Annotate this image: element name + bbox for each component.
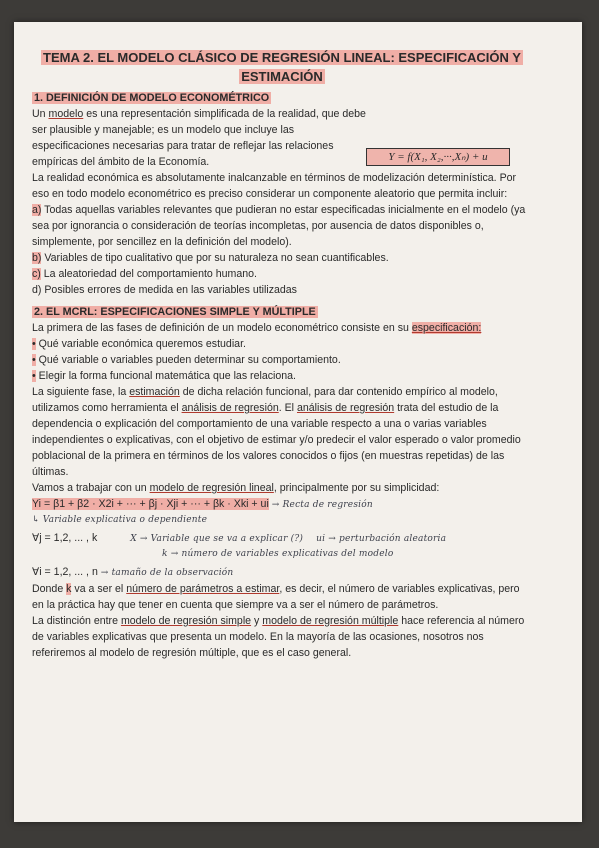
- section-1-paragraph-1: [32, 106, 370, 170]
- list-text: Todas aquellas variables relevantes que pudieran no estar especificadas inicialmente en el modelo (ya sea por ignorancia o consideración de teorías incompletas, por ausencia de datos disponibles o, simplemente, por sencillez en la definición del modelo).: [32, 204, 526, 248]
- document-page: [14, 22, 582, 822]
- section-1-paragraph-2: [32, 170, 532, 202]
- section-2-paragraph-4: [32, 581, 532, 613]
- text-run: y: [251, 615, 263, 627]
- bullet-text: Qué variable económica queremos estudiar.: [38, 338, 246, 350]
- index-i-line: [32, 564, 532, 581]
- underlined-analisis-regresion: análisis de regresión: [181, 402, 279, 414]
- underlined-analisis-regresion: análisis de regresión: [296, 402, 395, 414]
- text-run: , es decir, el número de variables explicativas, pero en la práctica hay que tener en cuenta que siempre va a ser el número de parámetros.: [32, 583, 520, 611]
- list-marker: b): [32, 252, 42, 264]
- index-i: ∀i = 1,2, ... , n: [32, 566, 98, 578]
- section-2-paragraph-5: [32, 613, 532, 661]
- handwritten-k-line: [32, 547, 532, 560]
- handwritten-note-n: → tamaño de la observación: [100, 568, 234, 578]
- text-run: trata del estudio de la dependencia o explicación del comportamiento de una variable respecto a una o varias variables independientes o explicativas, con el objetivo de estimar y/o predecir el valor esperado o valor promedio poblacional de la primera en términos de los valores conocidos o fijos (en muestras repetidas) de las últimas.: [32, 402, 521, 478]
- handwritten-note-xj: X → Variable que se va a explicar (?): [130, 534, 304, 544]
- underlined-modelo-simple: modelo de regresión simple: [120, 615, 252, 627]
- list-item-c: [32, 266, 532, 282]
- underlined-especificacion: especificación:: [411, 322, 482, 334]
- section-2-bullets: [32, 336, 532, 384]
- page-title: [32, 48, 532, 86]
- title-line-2: ESTIMACIÓN: [241, 69, 323, 84]
- text-run: es una representación simplificada de la realidad, que debe ser plausible y manejable; es un modelo que incluye las especificaciones necesarias para tratar de reflejar las relaciones empíricas del ámbito de la Economía.: [32, 108, 366, 168]
- index-j-line: [32, 530, 532, 547]
- text-run: La siguiente fase, la: [32, 386, 130, 398]
- handwritten-note-k: k → número de variables explicativas del modelo: [162, 549, 394, 559]
- handwritten-note-recta: → Recta de regresión: [271, 500, 373, 510]
- bullet-item: [32, 368, 532, 384]
- text-run: hace referencia al número de variables explicativas que presenta un modelo. En la mayoría de las ocasiones, nosotros nos referiremos al modelo de regresión múltiple, que es el caso general.: [32, 615, 525, 659]
- formula-text: Y = f(X₁, X₂,···,Xₙ) + u: [388, 151, 488, 163]
- list-item-b: [32, 250, 532, 266]
- bullet-icon: •: [32, 338, 36, 350]
- text-run: Donde: [32, 583, 67, 595]
- main-equation-line: [32, 496, 532, 513]
- underlined-numero-parametros: número de parámetros a estimar: [126, 583, 280, 595]
- text-run: va a ser el: [71, 583, 127, 595]
- list-text: Posibles errores de medida en las variables utilizadas: [41, 284, 297, 296]
- list-text: Variables de tipo cualitativo que por su naturaleza no sean cuantificables.: [41, 252, 389, 264]
- handwritten-note-yi: ↳ Variable explicativa o dependiente: [32, 515, 208, 525]
- underlined-estimacion: estimación: [129, 386, 180, 398]
- page-content: [32, 48, 532, 661]
- text-run: . El: [278, 402, 297, 414]
- section-2-paragraph-2: [32, 384, 532, 480]
- underlined-modelo-regresion-lineal: modelo de regresión lineal: [149, 482, 274, 494]
- text-run: de dicha relación funcional, para dar contenido empírico al modelo, utilizamos como herramienta el: [32, 386, 498, 414]
- section-1-heading-text: 1. DEFINICIÓN DE MODELO ECONOMÉTRICO: [34, 92, 270, 104]
- title-line-1: TEMA 2. EL MODELO CLÁSICO DE REGRESIÓN LINEAL: ESPECIFICACIÓN Y: [43, 50, 521, 65]
- section-2-paragraph-3: [32, 480, 532, 496]
- list-marker: a): [32, 204, 42, 216]
- bullet-item: [32, 352, 532, 368]
- main-equation: Yi = β1 + β2 · X2i + ··· + βj · Xji + ··· + βk · Xki + ui: [32, 498, 269, 510]
- index-j: ∀j = 1,2, ... , k: [32, 532, 98, 544]
- text-run: La primera de las fases de definición de un modelo econométrico consiste en su: [32, 322, 412, 334]
- section-2-heading-text: 2. EL MCRL: ESPECIFICACIONES SIMPLE Y MÚLTIPLE: [34, 306, 316, 318]
- list-item-d: [32, 282, 532, 298]
- bullet-icon: •: [32, 370, 36, 382]
- list-item-a: [32, 202, 532, 250]
- text-run: , principalmente por su simplicidad:: [273, 482, 440, 494]
- section-2-heading: [32, 304, 532, 320]
- list-marker: d): [32, 284, 42, 296]
- handwritten-note-ui: ui → perturbación aleatoria: [316, 534, 447, 544]
- list-text: La aleatoriedad del comportamiento humano.: [40, 268, 257, 280]
- underlined-modelo-multiple: modelo de regresión múltiple: [262, 615, 399, 627]
- text-run: Vamos a trabajar con un: [32, 482, 150, 494]
- bullet-item: [32, 336, 532, 352]
- bullet-text: Elegir la forma funcional matemática que las relaciona.: [38, 370, 296, 382]
- handwritten-yi-line: [32, 513, 532, 526]
- text-run: La realidad económica es absolutamente inalcanzable en términos de modelización determinística. Por eso en todo modelo econométrico es preciso considerar un componente aleatorio que permita incluir:: [32, 172, 517, 200]
- bullet-text: Qué variable o variables pueden determinar su comportamiento.: [38, 354, 341, 366]
- bullet-icon: •: [32, 354, 36, 366]
- section-1-list: [32, 202, 532, 298]
- section-2-paragraph-1: [32, 320, 532, 336]
- underlined-modelo: modelo: [48, 108, 84, 120]
- section-1-heading: [32, 90, 532, 106]
- highlighted-k: k: [66, 583, 72, 595]
- text-run: La distinción entre: [32, 615, 121, 627]
- list-marker: c): [32, 268, 41, 280]
- text-run: Un: [32, 108, 49, 120]
